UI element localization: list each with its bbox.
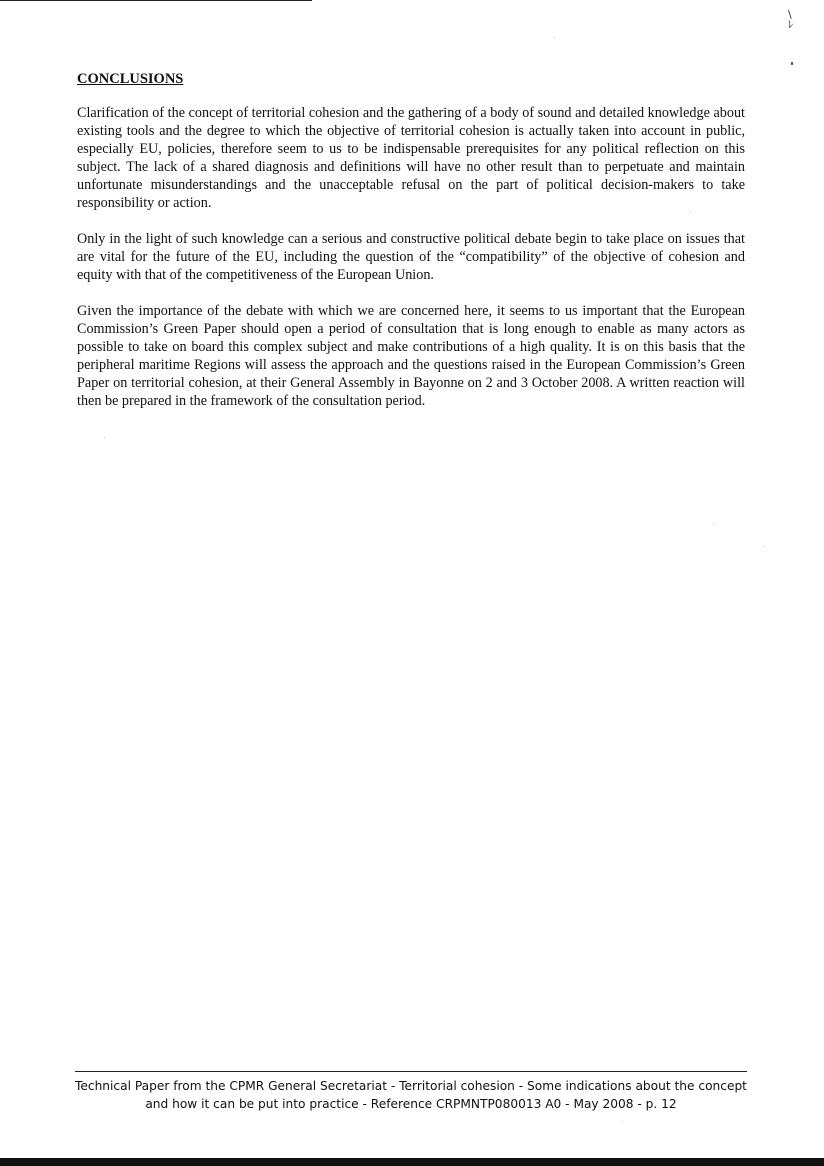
scan-speck xyxy=(104,437,105,438)
scan-mark: \ ﾚ xyxy=(788,8,794,31)
page-footer xyxy=(75,1071,747,1113)
scan-speck xyxy=(713,524,714,525)
scan-speck xyxy=(622,1121,623,1122)
top-scan-rule xyxy=(0,0,312,1)
section-heading: CONCLUSIONS xyxy=(77,71,184,87)
scan-dot xyxy=(791,62,793,65)
bottom-scan-band xyxy=(0,1158,824,1166)
scan-speck xyxy=(763,546,764,547)
document-body xyxy=(77,70,745,428)
paragraph-political-debate: Only in the light of such knowledge can a serious and constructive political debate begin to take place on issues that are vital for the future of the EU, including the question of the “compatibility” of the objective of cohesion and equity with that of the competitiveness of the European Union. xyxy=(77,231,745,283)
paragraph-consultation: Given the importance of the debate with which we are concerned here, it seems to us important that the European Commission’s Green Paper should open a period of consultation that is long enough to enable as many actors as possible to take on board this complex subject and make contributions of a high quality. It is on this basis that the peripheral maritime Regions will assess the approach and the questions raised in the European Commission’s Green Paper on territorial cohesion, at their General Assembly in Bayonne on 2 and 3 October 2008. A written reaction will then be prepared in the framework of the consultation period. xyxy=(77,303,745,409)
footer-line-1: Technical Paper from the CPMR General Secretariat - Territorial cohesion - Some indications about the concept xyxy=(75,1079,747,1093)
scan-speck xyxy=(554,37,555,38)
paragraph-clarification: Clarification of the concept of territorial cohesion and the gathering of a body of sound and detailed knowledge about existing tools and the degree to which the objective of territorial cohesion is actually taken into account in public, especially EU, policies, therefore seem to us to be indispensable prerequisites for any political reflection on this subject. The lack of a shared diagnosis and definitions will have no other result than to perpetuate and maintain unfortunate misunderstandings and the unacceptable refusal on the part of political decision-makers to take responsibility or action. xyxy=(77,105,745,211)
footer-line-2: and how it can be put into practice - Reference CRPMNTP080013 A0 - May 2008 - p. 12 xyxy=(145,1097,677,1111)
